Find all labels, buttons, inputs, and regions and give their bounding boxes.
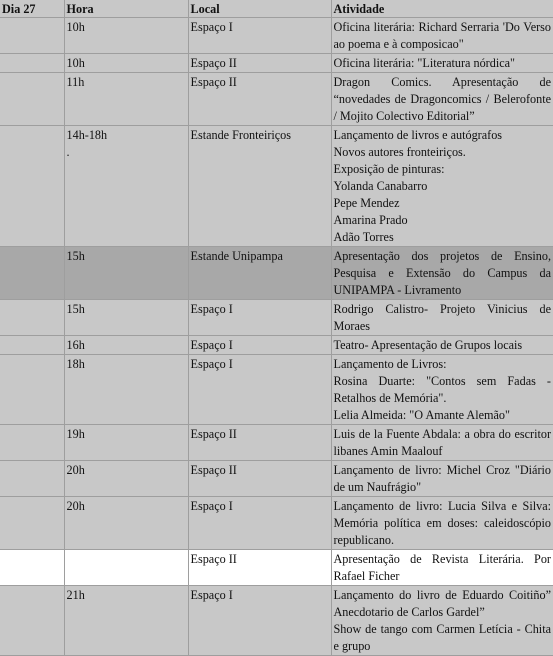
cell-local: Espaço I: [188, 336, 331, 355]
cell-hora: 11h: [64, 73, 188, 126]
cell-hora: 10h: [64, 54, 188, 73]
activity-line: Lançamento do livro de Eduardo Coitiño” Anecdotario de Carlos Gardel”: [333, 588, 551, 619]
header-hora: Hora: [64, 0, 188, 18]
cell-hora: 15h: [64, 247, 188, 300]
activity-line: Adão Torres: [333, 230, 394, 244]
header-atividade: Atividade: [331, 0, 553, 18]
cell-atividade: [331, 586, 553, 656]
cell-local: Estande Unipampa: [188, 247, 331, 300]
cell-atividade: [331, 300, 553, 336]
activity-line: Lançamento de Livros:: [333, 357, 447, 371]
activity-line: Show de tango com Carmen Letícia - Chita e grupo: [333, 622, 551, 653]
activity-line: Yolanda Canabarro: [333, 179, 428, 193]
activity-line: Apresentação de Revista Literária. Por Rafael Ficher: [333, 552, 551, 583]
cell-atividade: [331, 18, 553, 54]
cell-dia: [0, 497, 64, 550]
cell-dia: [0, 425, 64, 461]
cell-atividade: [331, 355, 553, 425]
activity-line: Oficina literária: Richard Serraria 'Do Verso ao poema e à composicao": [333, 20, 551, 51]
cell-local: Espaço I: [188, 355, 331, 425]
table-row: [0, 336, 553, 355]
cell-local: Espaço II: [188, 461, 331, 497]
cell-dia: [0, 336, 64, 355]
cell-local: Estande Fronteiriços: [188, 126, 331, 247]
table-row: [0, 54, 553, 73]
cell-atividade: [331, 54, 553, 73]
activity-line: Lançamento de livros e autógrafos: [333, 128, 503, 142]
cell-hora: 21h: [64, 586, 188, 656]
cell-atividade: [331, 425, 553, 461]
cell-atividade: [331, 126, 553, 247]
header-local: Local: [188, 0, 331, 18]
activity-line: Lelia Almeida: "O Amante Alemão": [333, 408, 510, 422]
activity-line: Dragon Comics. Apresentação de “novedades de Dragoncomics / Belerofonte / Mojito Colectivo Editorial”: [333, 75, 551, 123]
table-row: [0, 247, 553, 300]
table-row: [0, 497, 553, 550]
table-row: [0, 300, 553, 336]
cell-dia: [0, 18, 64, 54]
cell-atividade: [331, 497, 553, 550]
cell-local: Espaço II: [188, 73, 331, 126]
cell-local: Espaço I: [188, 586, 331, 656]
cell-hora: 14h-18h .: [64, 126, 188, 247]
cell-atividade: [331, 247, 553, 300]
cell-dia: [0, 355, 64, 425]
cell-local: Espaço I: [188, 497, 331, 550]
cell-dia: [0, 54, 64, 73]
activity-line: Oficina literária: "Literatura nórdica": [333, 56, 515, 70]
activity-line: Amarina Prado: [333, 213, 408, 227]
cell-atividade: [331, 550, 553, 586]
cell-hora: 15h: [64, 300, 188, 336]
table-row: [0, 586, 553, 656]
cell-local: Espaço II: [188, 550, 331, 586]
cell-atividade: [331, 336, 553, 355]
header-dia: Dia 27: [0, 0, 64, 18]
table-row: [0, 73, 553, 126]
cell-local: Espaço I: [188, 18, 331, 54]
table-row: [0, 355, 553, 425]
cell-dia: [0, 247, 64, 300]
cell-dia: [0, 461, 64, 497]
cell-atividade: [331, 461, 553, 497]
cell-hora: 20h: [64, 461, 188, 497]
activity-line: Teatro- Apresentação de Grupos locais: [333, 338, 523, 352]
cell-dia: [0, 586, 64, 656]
cell-atividade: [331, 73, 553, 126]
table-row: [0, 550, 553, 586]
activity-line: Lançamento de livro: Michel Croz "Diário de um Naufrágio": [333, 463, 551, 494]
cell-dia: [0, 550, 64, 586]
activity-line: Rodrigo Calistro- Projeto Vinicius de Moraes: [333, 302, 551, 333]
cell-hora: 19h: [64, 425, 188, 461]
cell-hora: 20h: [64, 497, 188, 550]
cell-dia: [0, 300, 64, 336]
cell-local: Espaço II: [188, 425, 331, 461]
cell-hora: [64, 550, 188, 586]
activity-line: Luis de la Fuente Abdala: a obra do escritor libanes Amin Maalouf: [333, 427, 551, 458]
cell-dia: [0, 126, 64, 247]
activity-line: Rosina Duarte: "Contos sem Fadas - Retalhos de Memória".: [333, 374, 551, 405]
table-row: [0, 126, 553, 247]
cell-local: Espaço I: [188, 300, 331, 336]
cell-dia: [0, 73, 64, 126]
activity-line: Lançamento de livro: Lucia Silva e Silva: Memória política em doses: caleidoscópio republicano.: [333, 499, 551, 547]
table-row: [0, 425, 553, 461]
cell-hora: 10h: [64, 18, 188, 54]
table-row: [0, 18, 553, 54]
cell-hora: 18h: [64, 355, 188, 425]
activity-line: Novos autores fronteiriços.: [333, 145, 466, 159]
activity-line: Exposição de pinturas:: [333, 162, 445, 176]
activity-line: Pepe Mendez: [333, 196, 400, 210]
cell-local: Espaço II: [188, 54, 331, 73]
table-row: [0, 461, 553, 497]
cell-hora: 16h: [64, 336, 188, 355]
activity-line: Apresentação dos projetos de Ensino, Pesquisa e Extensão do Campus da UNIPAMPA - Livramento: [333, 249, 551, 297]
header-row: [0, 0, 553, 18]
